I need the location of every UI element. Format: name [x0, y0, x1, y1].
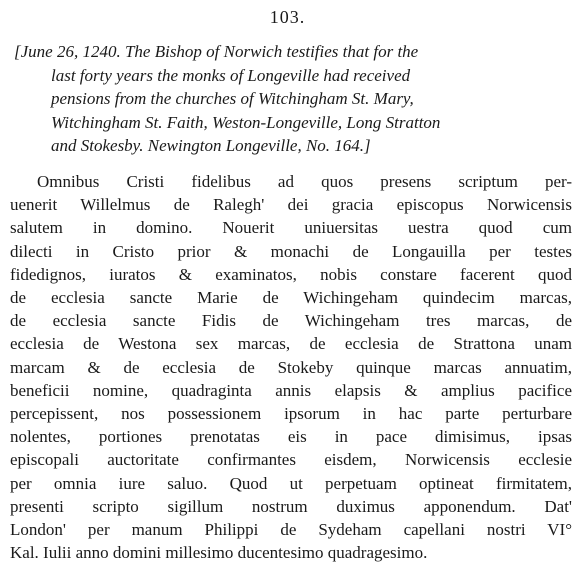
charter-line: presenti scripto sigillum nostrum duximus apponendum. Dat' [10, 496, 572, 516]
page-number: 103. [269, 7, 306, 27]
charter-line: ecclesia de Westona sex marcas, de ecclesia de Strattona unam [10, 334, 572, 354]
charter-line: salutem in domino. Nouerit uniuersitas uestra quod cum [10, 218, 572, 238]
charter-line: marcam & de ecclesia de Stokeby quinque marcas annuatim, [10, 357, 572, 377]
summary-line: Witchingham St. Faith, Weston-Longeville, Long Stratton [51, 112, 441, 132]
editorial-summary [14, 40, 574, 158]
charter-text [10, 170, 572, 564]
summary-line: and Stokesby. Newington Longeville, No. 164.] [51, 136, 371, 155]
summary-line: pensions from the churches of Witchingham St. Mary, [51, 89, 414, 108]
charter-line: Kal. Iulii anno domini millesimo ducentesimo quadragesimo. [10, 543, 428, 563]
charter-line: percepissent, nos possessionem ipsorum in hac parte perturbare [10, 404, 572, 424]
charter-line: per omnia iure saluo. Quod ut perpetuam optineat firmitatem, [10, 473, 572, 493]
charter-line: London' per manum Philippi de Sydeham capellani nostri VI° [10, 520, 572, 540]
charter-line: beneficii nomine, quadraginta annis elapsis & amplius pacifice [10, 380, 572, 400]
charter-line: Omnibus Cristi fidelibus ad quos presens scriptum per- [37, 172, 572, 191]
charter-line: uenerit Willelmus de Ralegh' dei gracia episcopus Norwicensis [10, 195, 572, 215]
summary-line: [June 26, 1240. The Bishop of Norwich testifies that for the [14, 42, 419, 61]
charter-line: de ecclesia sancte Marie de Wichingeham quindecim marcas, [10, 288, 572, 308]
summary-line: last forty years the monks of Longeville had received [51, 65, 411, 85]
charter-line: fidedignos, iuratos & examinatos, nobis constare facerent quod [10, 264, 572, 284]
charter-line: dilecti in Cristo prior & monachi de Longauilla per testes [10, 241, 572, 261]
charter-line: de ecclesia sancte Fidis de Wichingeham tres marcas, de [10, 311, 572, 331]
charter-line: nolentes, portiones prenotatas eis in pace dimisimus, ipsas [10, 427, 572, 447]
charter-line: episcopali auctoritate confirmantes eisdem, Norwicensis ecclesie [10, 450, 572, 470]
